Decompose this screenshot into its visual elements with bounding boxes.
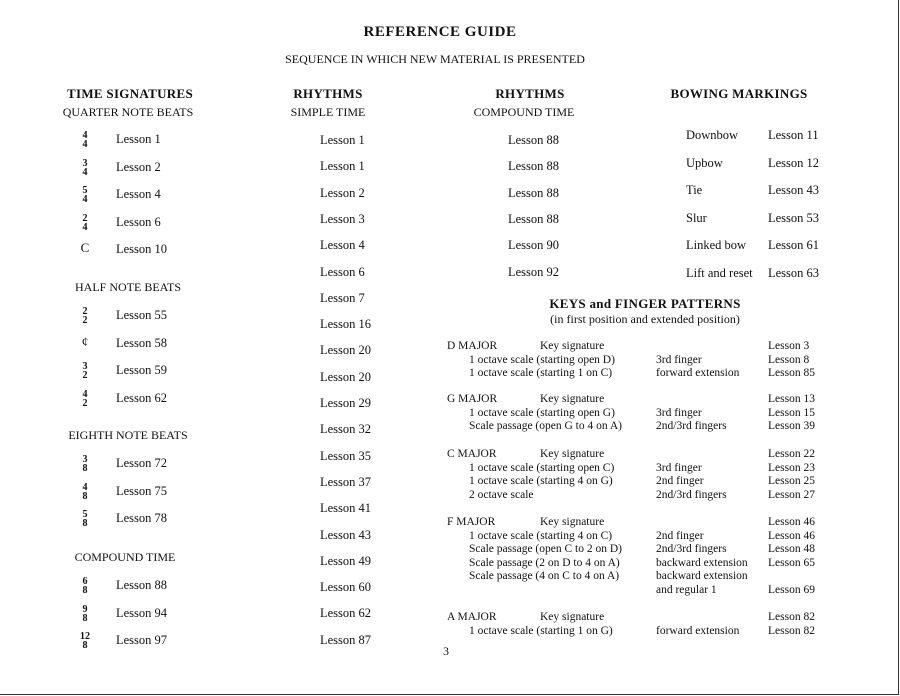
finger-pattern: forward extension [656, 367, 740, 380]
key-name: F MAJOR [447, 516, 496, 528]
time-signature-numeral: 5 [82, 185, 88, 196]
time-signature-icon [78, 333, 92, 349]
lesson-label: Lesson 87 [320, 632, 372, 647]
key-description: 1 octave scale (starting 1 on C) [469, 367, 613, 380]
time-signature-icon [78, 483, 92, 501]
lesson-label: Lesson 22 [768, 448, 815, 460]
lesson-label: Lesson 4 [320, 238, 365, 253]
key-description: 1 octave scale (starting open C) [469, 461, 615, 474]
lesson-label: Lesson 46 [768, 529, 815, 542]
time-signature-numeral: 3 [82, 157, 88, 169]
time-signature-numeral: 8 [82, 640, 88, 651]
bowing-label: Tie [686, 183, 703, 197]
lesson-label: Lesson 62 [320, 606, 372, 621]
lesson-label: Lesson 59 [116, 363, 168, 377]
finger-pattern: backward extension [656, 570, 748, 583]
time-signature-icon [78, 577, 92, 595]
time-signature-numeral: 2 [82, 315, 88, 326]
time-signature-numeral: 9 [82, 603, 88, 615]
lesson-label: Lesson 25 [768, 475, 815, 488]
time-signature-numeral: 4 [82, 166, 88, 178]
lesson-label: Lesson 6 [320, 264, 365, 279]
lesson-label: Lesson 90 [508, 238, 560, 253]
time-signature-numeral: 2 [82, 397, 88, 409]
lesson-label: Lesson 49 [320, 553, 372, 568]
lesson-label: Lesson 46 [768, 516, 815, 528]
time-signature-symbol: C [80, 240, 90, 255]
key-name: A MAJOR [447, 611, 497, 623]
time-signature-numeral: 8 [82, 518, 88, 529]
lesson-label: Lesson 88 [508, 211, 560, 226]
time-signature-icon [78, 605, 92, 623]
time-signature-icon [78, 240, 92, 255]
time-signature-numeral: 8 [82, 612, 88, 624]
lesson-label: Lesson 16 [320, 317, 372, 332]
compound-time-heading: COMPOUND TIME [74, 550, 176, 564]
page-number: 3 [443, 644, 449, 658]
time-signature-numeral: 5 [82, 509, 88, 520]
lesson-label: Lesson 4 [116, 187, 161, 201]
lesson-label: Lesson 62 [116, 390, 168, 405]
lesson-label: Lesson 29 [320, 396, 372, 410]
lesson-label: Lesson 85 [768, 367, 815, 380]
rhythms-simple-heading: RHYTHMS [293, 86, 363, 101]
lesson-label: Lesson 92 [508, 264, 560, 279]
finger-pattern: 3rd finger [656, 406, 702, 419]
time-signature-numeral: 6 [82, 576, 88, 587]
lesson-label: Lesson 27 [768, 488, 815, 501]
key-description: Key signature [540, 340, 605, 352]
time-signature-numeral: 12 [80, 631, 90, 642]
time-signature-icon [78, 131, 92, 149]
time-signature-numeral: 4 [82, 194, 88, 205]
lesson-label: Lesson 53 [768, 210, 820, 225]
eighth-note-beats-heading: EIGHTH NOTE BEATS [68, 428, 188, 442]
lesson-label: Lesson 1 [320, 133, 365, 147]
time-signature-numeral: 4 [82, 139, 88, 150]
keys-heading: KEYS and FINGER PATTERNS [549, 296, 741, 311]
lesson-label: Lesson 63 [768, 265, 820, 280]
lesson-label: Lesson 78 [116, 511, 168, 525]
simple-time-heading: SIMPLE TIME [290, 105, 366, 119]
lesson-label: Lesson 2 [116, 159, 161, 174]
lesson-label: Lesson 20 [320, 343, 372, 358]
lesson-label: Lesson 20 [320, 369, 372, 384]
bowing-label: Lift and reset [686, 265, 753, 280]
lesson-label: Lesson 43 [768, 183, 820, 197]
lesson-label: Lesson 97 [116, 633, 168, 647]
lesson-label: Lesson 7 [320, 290, 365, 305]
time-signature-numeral: 8 [82, 463, 88, 474]
time-signature-symbol: ¢ [81, 333, 89, 349]
bowing-markings-heading: BOWING MARKINGS [670, 86, 808, 101]
rhythms-compound-heading: RHYTHMS [495, 86, 565, 101]
key-description: 1 octave scale (starting 1 on G) [469, 624, 613, 637]
lesson-label: Lesson 88 [508, 185, 560, 200]
key-name: D MAJOR [447, 340, 498, 352]
lesson-label: Lesson 88 [508, 159, 560, 174]
key-name: C MAJOR [447, 448, 497, 460]
key-description: 1 octave scale (starting 4 on G) [469, 475, 613, 488]
time-signature-numeral: 4 [82, 388, 88, 400]
finger-pattern: backward extension [656, 556, 748, 569]
time-signature-icon [78, 307, 92, 325]
lesson-label: Lesson 60 [320, 580, 372, 595]
lesson-label: Lesson 13 [768, 393, 815, 405]
finger-pattern: 3rd finger [656, 461, 702, 474]
lesson-label: Lesson 10 [116, 242, 168, 256]
lesson-label: Lesson 12 [768, 155, 820, 170]
finger-pattern: 2nd/3rd fingers [656, 543, 727, 556]
key-description: Key signature [540, 448, 605, 460]
key-description: Scale passage (4 on C to 4 on A) [469, 570, 620, 583]
time-signature-icon [78, 186, 92, 204]
key-description: 1 octave scale (starting open D) [469, 353, 615, 366]
bowing-label: Linked bow [686, 238, 747, 252]
lesson-label: Lesson 88 [116, 578, 168, 592]
lesson-label: Lesson 2 [320, 185, 365, 200]
lesson-label: Lesson 61 [768, 238, 820, 252]
lesson-label: Lesson 75 [116, 483, 168, 498]
time-signature-numeral: 4 [82, 130, 88, 141]
lesson-label: Lesson 15 [768, 406, 815, 419]
lesson-label: Lesson 48 [768, 543, 815, 556]
time-signature-icon [78, 632, 92, 650]
time-signature-numeral: 8 [82, 490, 88, 502]
finger-pattern: forward extension [656, 624, 740, 637]
lesson-label: Lesson 43 [320, 527, 372, 542]
time-signature-numeral: 4 [82, 221, 88, 233]
finger-pattern: and regular 1 [656, 584, 717, 596]
time-signature-icon [78, 159, 92, 177]
time-signature-numeral: 3 [82, 361, 88, 372]
finger-pattern: 2nd finger [656, 529, 704, 542]
key-description: Scale passage (open C to 2 on D) [469, 543, 622, 556]
lesson-label: Lesson 37 [320, 474, 372, 489]
time-signature-numeral: 2 [82, 306, 88, 317]
bowing-label: Upbow [686, 155, 723, 170]
lesson-label: Lesson 88 [508, 133, 560, 147]
bowing-label: Slur [686, 210, 707, 225]
key-description: Key signature [540, 516, 605, 528]
time-signature-numeral: 8 [82, 585, 88, 596]
lesson-label: Lesson 1 [116, 132, 161, 146]
key-description: 1 octave scale (starting 4 on C) [469, 529, 613, 542]
time-signature-numeral: 2 [82, 370, 88, 381]
key-description: Key signature [540, 393, 605, 405]
lesson-label: Lesson 32 [320, 422, 372, 437]
time-signature-icon [78, 214, 92, 232]
keys-subheading: (in first position and extended position) [550, 312, 740, 326]
bowing-label: Downbow [686, 128, 739, 142]
time-signature-icon [78, 362, 92, 380]
lesson-label: Lesson 82 [768, 624, 815, 637]
time-signature-numeral: 2 [82, 212, 88, 224]
time-signature-icon [78, 390, 92, 408]
key-description: Scale passage (open G to 4 on A) [469, 420, 622, 433]
lesson-label: Lesson 23 [768, 461, 815, 474]
page-subtitle: SEQUENCE IN WHICH NEW MATERIAL IS PRESENTED [285, 52, 585, 66]
key-description: Key signature [540, 611, 605, 623]
time-signature-icon [78, 455, 92, 473]
lesson-label: Lesson 11 [768, 128, 819, 142]
key-name: G MAJOR [447, 393, 498, 405]
finger-pattern: 2nd finger [656, 475, 704, 488]
time-signature-numeral: 3 [82, 454, 88, 465]
lesson-label: Lesson 69 [768, 584, 815, 596]
finger-pattern: 3rd finger [656, 353, 702, 366]
lesson-label: Lesson 41 [320, 501, 372, 516]
key-description: 1 octave scale (starting open G) [469, 406, 615, 419]
page-title: REFERENCE GUIDE [363, 24, 517, 40]
lesson-label: Lesson 3 [768, 340, 810, 352]
lesson-label: Lesson 39 [768, 420, 815, 433]
time-signatures-heading: TIME SIGNATURES [67, 86, 193, 101]
lesson-label: Lesson 55 [116, 308, 168, 322]
lesson-label: Lesson 65 [768, 556, 815, 569]
finger-pattern: 2nd/3rd fingers [656, 420, 727, 433]
lesson-label: Lesson 1 [320, 159, 365, 174]
lesson-label: Lesson 72 [116, 456, 168, 470]
quarter-note-beats-heading: QUARTER NOTE BEATS [62, 105, 194, 119]
lesson-label: Lesson 8 [768, 353, 810, 366]
time-signature-numeral: 4 [82, 481, 88, 493]
lesson-label: Lesson 58 [116, 335, 168, 350]
finger-pattern: 2nd/3rd fingers [656, 488, 727, 501]
key-description: 2 octave scale [469, 488, 534, 501]
half-note-beats-heading: HALF NOTE BEATS [74, 280, 181, 294]
lesson-label: Lesson 35 [320, 448, 372, 463]
time-signature-icon [78, 510, 92, 528]
lesson-label: Lesson 82 [768, 611, 815, 623]
lesson-label: Lesson 94 [116, 605, 168, 620]
lesson-label: Lesson 6 [116, 214, 161, 229]
compound-time-subheading: COMPOUND TIME [473, 105, 575, 119]
lesson-label: Lesson 3 [320, 211, 365, 226]
key-description: Scale passage (2 on D to 4 on A) [469, 556, 620, 569]
